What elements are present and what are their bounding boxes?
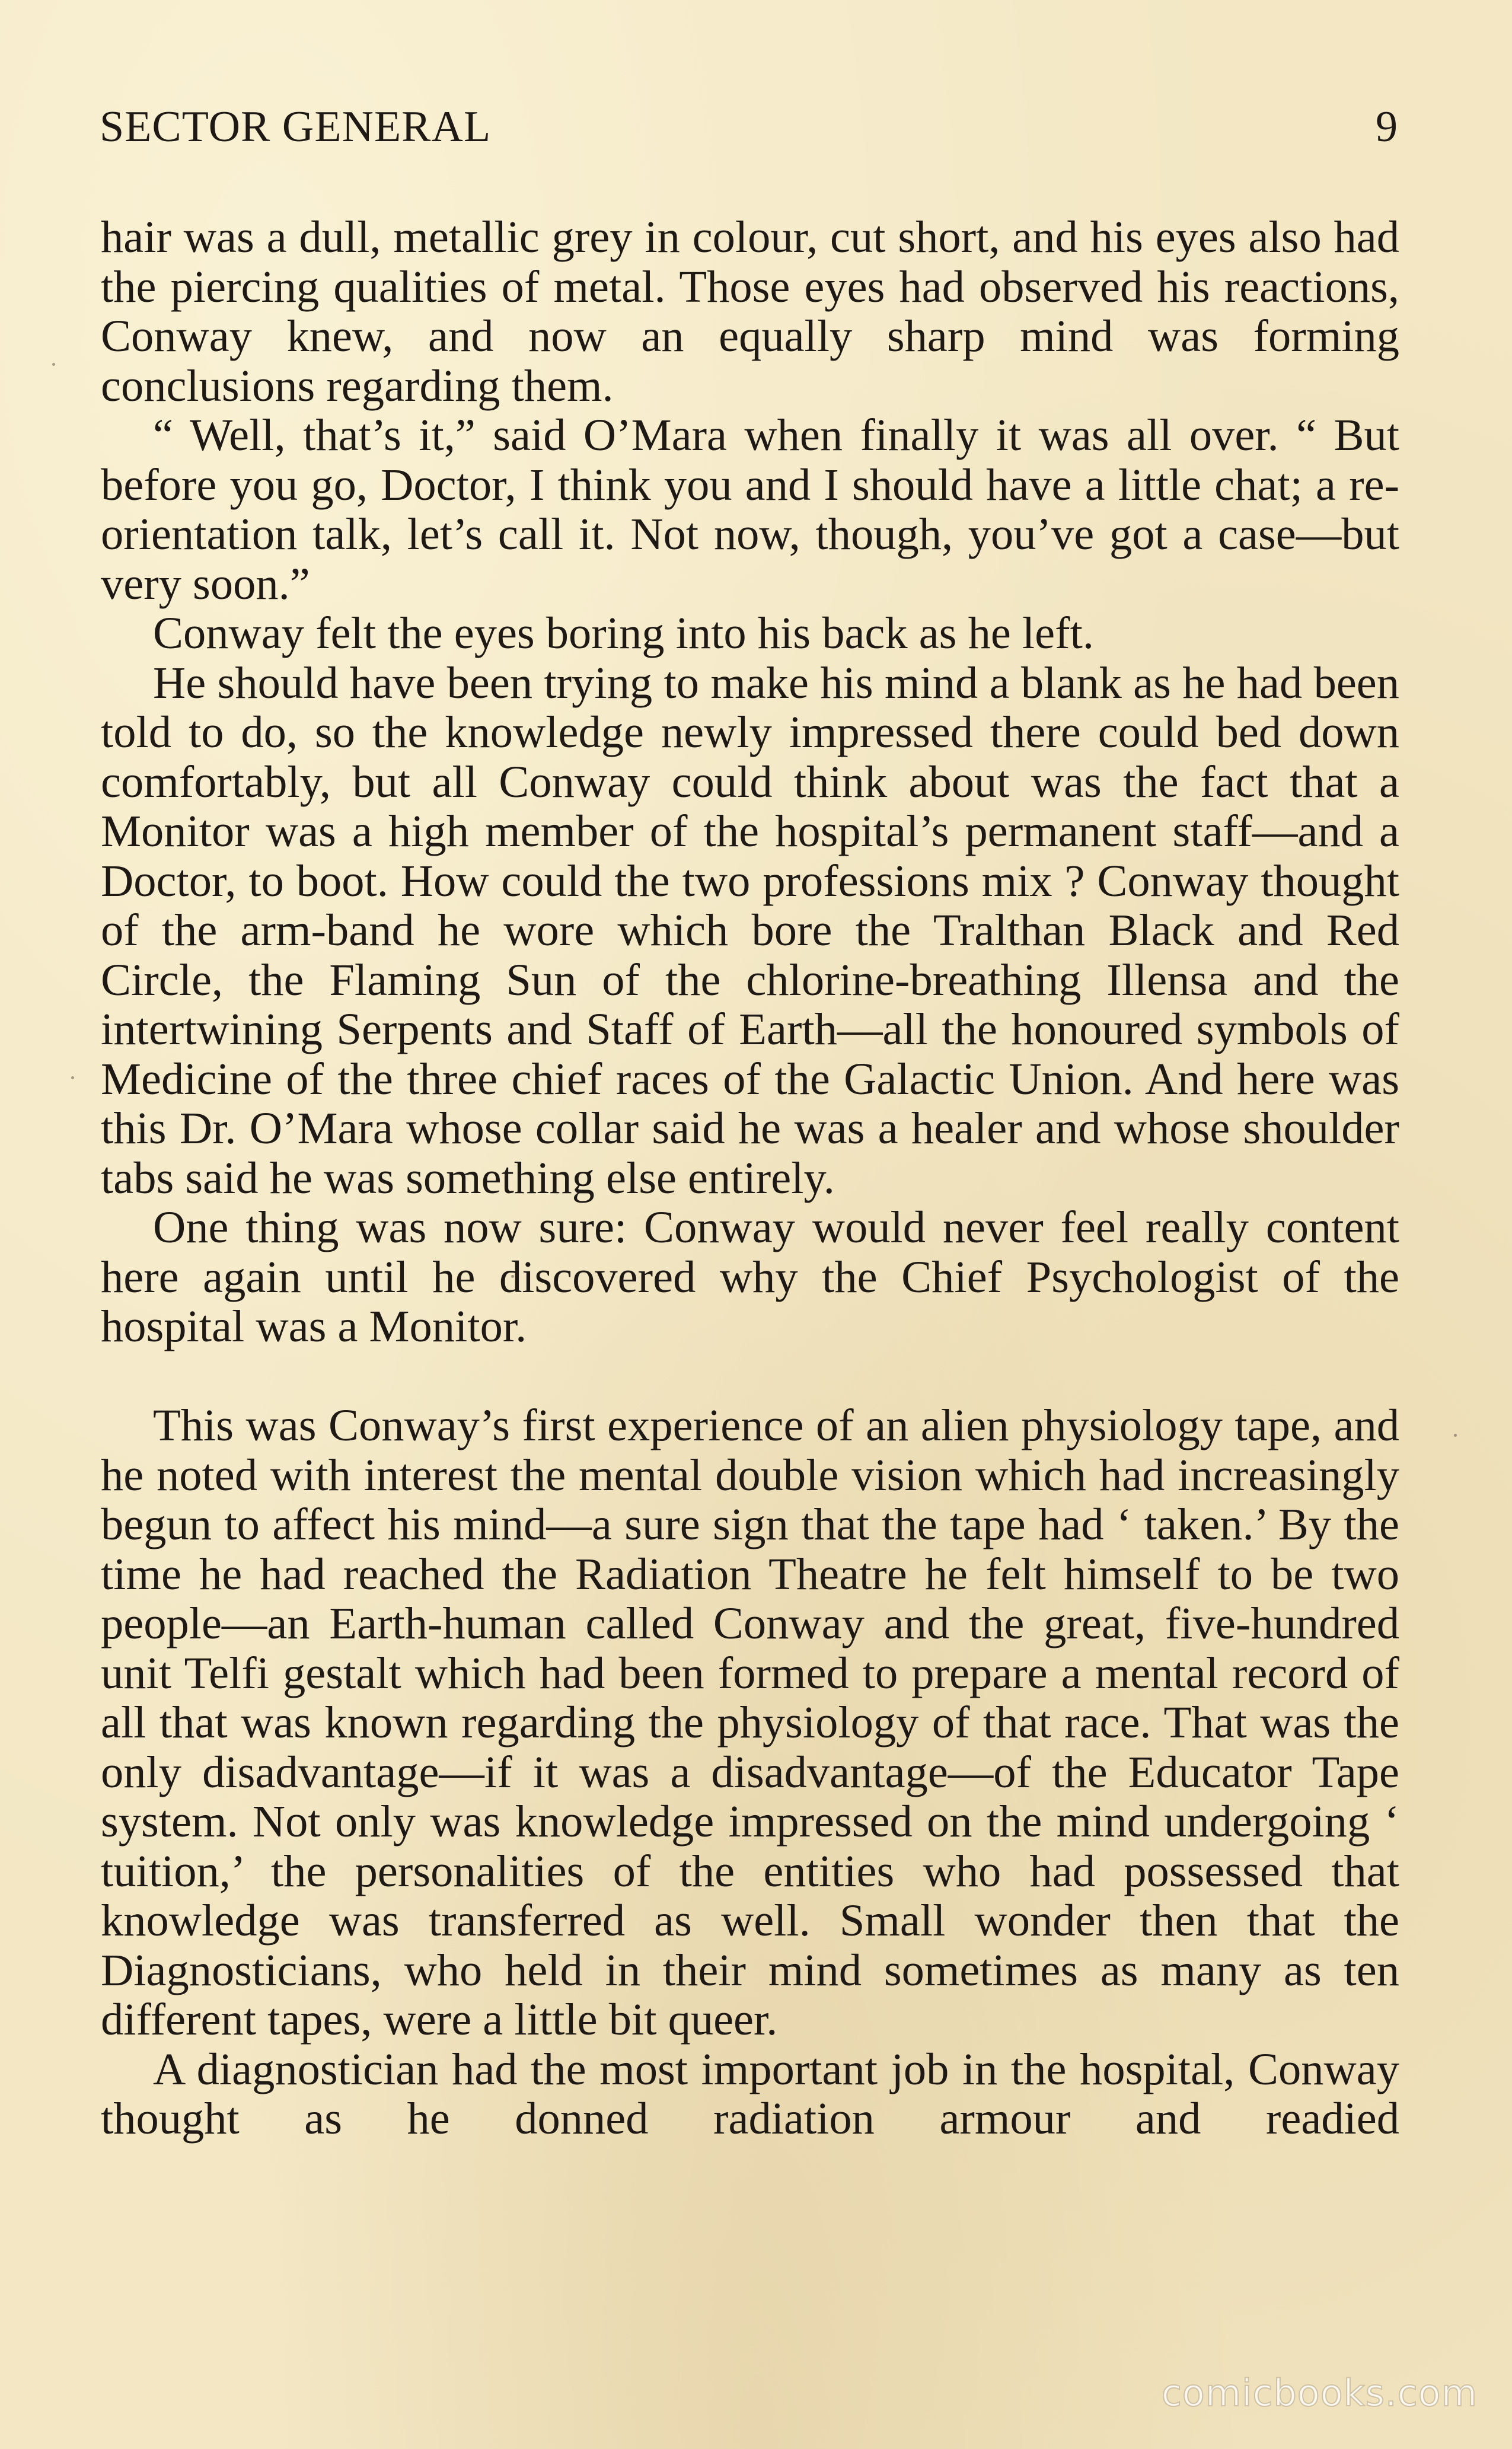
paragraph: This was Conway’s first experience of an alien physiology tape, and he noted with interest the mental double vision which had increasingly begun to affect his mind—a sure sign that the tape had ‘ taken.’ By the time he had reached the Radiation Theatre he felt himself to be two people—an Earth-human called Conway and the great, five-hundred unit Telfi gestalt which had been formed to prepare a mental record of all that was known regarding the physiology of that race. That was the only disadvantage—if it was a disadvantage—of the Educator Tape system. Not only was knowledge impressed on the mind undergoing ‘ tuition,’ the personalities of the entities who had possessed that knowledge was transferred as well. Small wonder then that the Diagnosticians, who held in their mind sometimes as many as ten different tapes, were a little bit queer. (101, 1400, 1399, 2045)
paragraph: A diagnostician had the most important job in the hospital, Conway thought as he donned radiation armour and readied (101, 2043, 1399, 2144)
paper-speck (1454, 1434, 1457, 1437)
paragraph: hair was a dull, metallic grey in colour, cut short, and his eyes also had the piercing qualities of metal. Those eyes had observed his reactions, Conway knew, and now an equally sharp mind was forming conclusions regarding them. (101, 212, 1399, 411)
paper-speck (71, 1076, 74, 1079)
body-text (101, 212, 1399, 2144)
section-break (101, 1351, 1399, 1401)
paper-speck (52, 363, 55, 366)
running-head-title: SECTOR GENERAL (100, 103, 492, 151)
paper-speck (511, 1275, 514, 1278)
watermark: comicbooks.com (1161, 2371, 1478, 2415)
paragraph: He should have been trying to make his mind a blank as he had been told to do, so the knowledge newly impressed there could bed down comfortably, but all Conway could think about was the fact that a Monitor was a high member of the hospital’s permanent staff—and a Doctor, to boot. How could the two professions mix ? Conway thought of the arm-band he wore which bore the Tralthan Black and Red Circle, the Flaming Sun of the chlorine-breathing Illensa and the intertwining Serpents and Staff of Earth—all the honoured symbols of Medicine of the three chief races of the Galactic Union. And here was this Dr. O’Mara whose collar said he was a healer and whose shoulder tabs said he was something else entirely. (101, 657, 1399, 1203)
paragraph: “ Well, that’s it,” said O’Mara when finally it was all over. “ But before you go, Doctor, I think you and I should have a little chat; a re-orientation talk, let’s call it. Not now, though, you’ve got a case—but very soon.” (101, 410, 1399, 609)
running-head (100, 102, 1398, 161)
paragraph: One thing was now sure: Conway would never feel really content here again until he discovered why the Chief Psychologist of the hospital was a Monitor. (101, 1202, 1399, 1351)
page-number: 9 (1376, 103, 1398, 151)
paragraph: Conway felt the eyes boring into his back as he left. (153, 608, 1094, 658)
